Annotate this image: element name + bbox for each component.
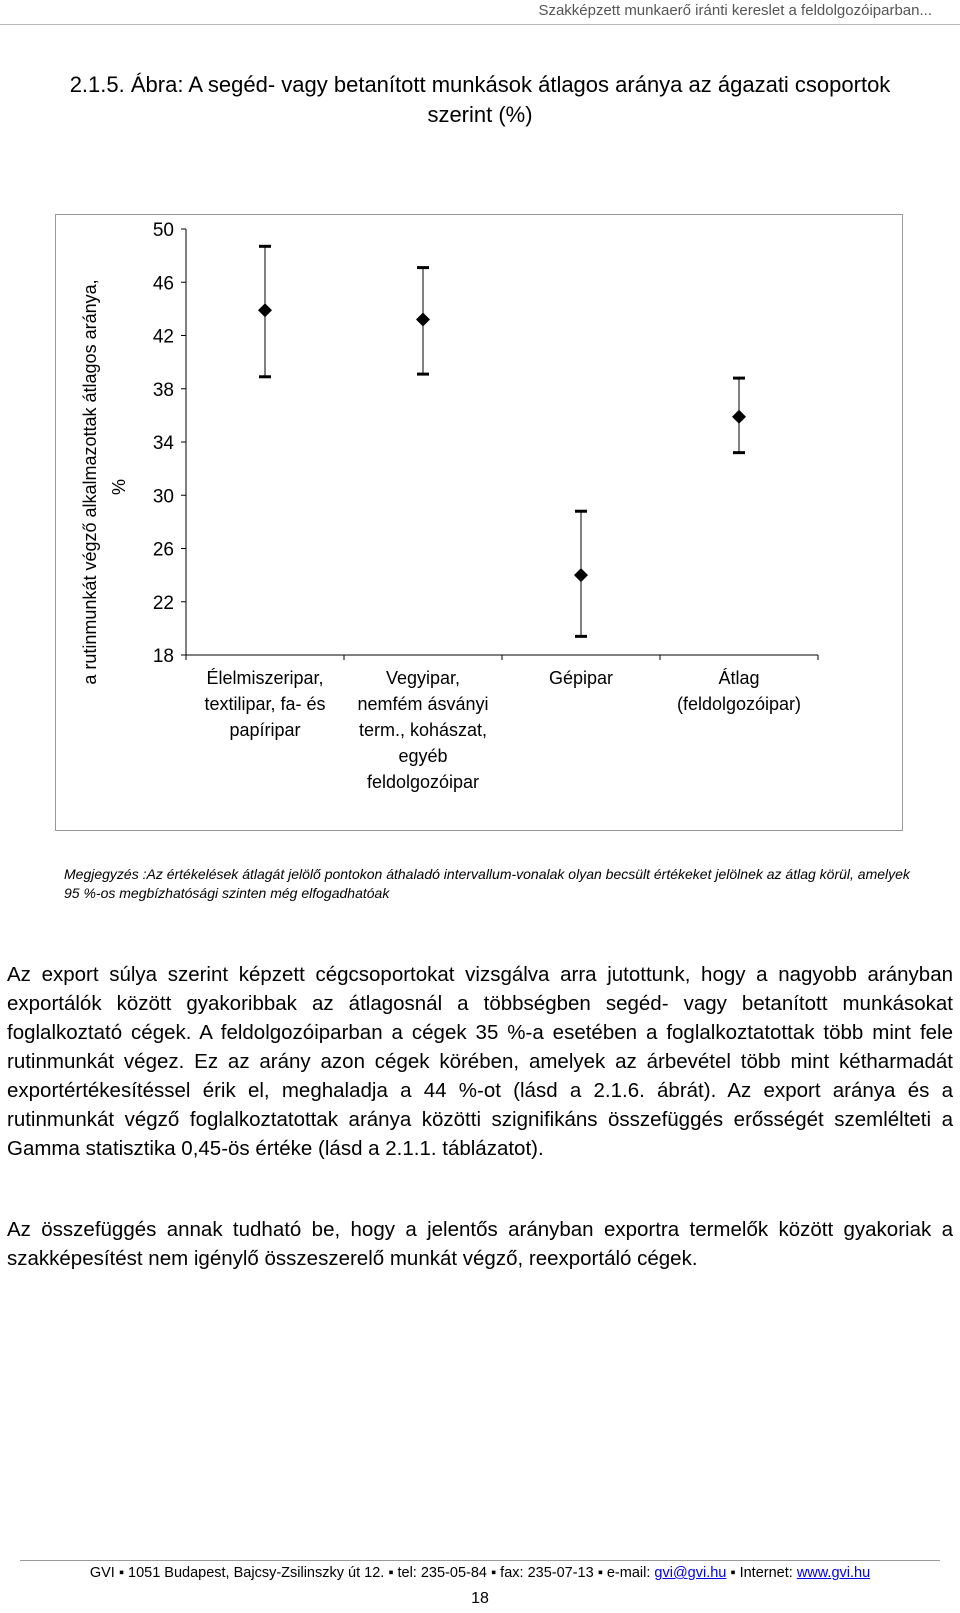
mean-diamond-marker — [574, 568, 588, 582]
header-divider — [0, 24, 960, 25]
x-category-label: Gépipar — [548, 668, 614, 688]
x-category-label: papíripar — [229, 720, 301, 740]
running-title: Szakképzett munkaerő iránti kereslet a feldolgozóiparban... — [538, 2, 932, 19]
y-tick-label: 34 — [152, 433, 174, 454]
figure-title — [10, 70, 950, 130]
y-axis-label: a rutinmunkát végző alkalmazottak átlagos aránya, — [80, 279, 100, 685]
x-category-label: Vegyipar, — [385, 668, 461, 688]
mean-diamond-marker — [732, 410, 746, 424]
mean-diamond-marker — [416, 313, 430, 327]
x-category-label: feldolgozóipar — [366, 772, 480, 792]
x-category-label: Élelmiszeripar, — [206, 668, 324, 688]
x-category-label: nemfém ásványi — [357, 694, 489, 714]
y-tick-label: 46 — [152, 273, 174, 295]
figure-title-line2: szerint (%) — [427, 102, 533, 127]
body-paragraph-1: Az export súlya szerint képzett cégcsoportokat vizsgálva arra jutottunk, hogy a nagyobb arányban exportálók között gyakoribbak az átlagosnál a többségben segéd- vagy betanított munkásokat foglalkoztató cégek. A feldolgozóiparban a cégek 35 %-a esetében a foglalkoztatottak több mint fele rutinmunkát végez. Ez az arány azon cégek körében, amelyek az árbevétel több mint kétharmadát exportértékesítéssel érik el, meghaladja a 44 %-ot (lásd a 2.1.6. ábrát). Az export aránya és a rutinmunkát végző foglalkoztatottak aránya közötti szignifikáns összefüggés erősségét szemlélteti a Gamma statisztika 0,45-ös értéke (lásd a 2.1.1. táblázatot). — [7, 963, 953, 1160]
footer-contact: GVI ▪ 1051 Budapest, Bajcsy-Zsilinszky út 12. ▪ tel: 235-05-84 ▪ fax: 235-07-13 ▪ e-mail: — [89, 1565, 655, 1581]
y-tick-label: 42 — [152, 326, 174, 348]
body-paragraph-2: Az összefüggés annak tudható be, hogy a jelentős arányban exportra termelők között gyakoriak a szakképesítést nem igénylő összeszerelő munkát végző, reexportáló cégek. — [7, 1218, 953, 1270]
x-category-label: term., kohászat, — [358, 720, 488, 740]
y-tick-label: 38 — [152, 379, 174, 401]
x-category-label: textilipar, fa- és — [204, 694, 326, 714]
page-footer — [0, 1565, 960, 1581]
y-tick-label: 18 — [152, 646, 174, 667]
footer-divider — [20, 1560, 940, 1561]
x-category-label: Átlag — [718, 668, 760, 688]
figure-title-line1: 2.1.5. Ábra: A segéd- vagy betanított munkások átlagos aránya az ágazati csoportok — [69, 72, 891, 97]
error-bar-chart — [55, 214, 903, 831]
email-link[interactable]: gvi@gvi.hu — [654, 1565, 727, 1581]
footer-internet-label: ▪ Internet: — [726, 1565, 797, 1581]
figure-note: Megjegyzés :Az értékelések átlagát jelölő pontokon áthaladó intervallum-vonalak olyan becsült értékeket jelölnek az átlag körül, amelyek 95 %-os megbízhatósági szinten még elfogadhatóak — [64, 866, 910, 901]
website-link[interactable]: www.gvi.hu — [796, 1565, 871, 1581]
x-category-label: egyéb — [398, 746, 448, 766]
x-category-label: (feldolgozóipar) — [676, 694, 802, 714]
y-tick-label: 50 — [152, 220, 174, 241]
y-tick-label: 22 — [152, 592, 174, 614]
y-tick-label: 26 — [152, 539, 174, 561]
y-tick-label: 30 — [152, 486, 174, 508]
mean-diamond-marker — [258, 303, 272, 317]
page-header — [0, 0, 960, 26]
y-axis-unit-label: % — [109, 478, 129, 496]
page-number: 18 — [471, 1590, 489, 1607]
